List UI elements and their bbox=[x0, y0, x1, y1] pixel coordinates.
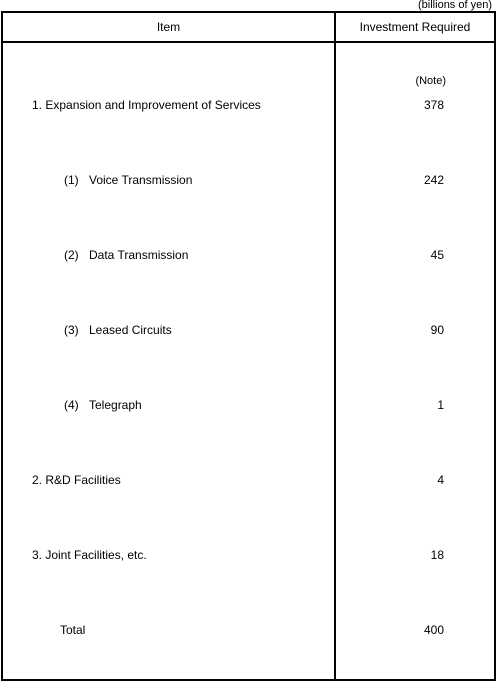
header-investment-required: Investment Required bbox=[359, 20, 471, 34]
table-row bbox=[3, 322, 494, 338]
row-label: 3. Joint Facilities, etc. bbox=[32, 548, 147, 562]
row-label-text: Voice Transmission bbox=[89, 173, 193, 187]
row-value: 242 bbox=[423, 173, 444, 187]
table-row bbox=[3, 472, 494, 488]
table-row bbox=[3, 547, 494, 563]
header-item: Item bbox=[156, 20, 181, 34]
row-value: 18 bbox=[430, 548, 444, 562]
row-label-text: Data Transmission bbox=[89, 248, 189, 262]
row-value: 1 bbox=[437, 398, 444, 412]
unit-note: (billions of yen) bbox=[418, 0, 492, 11]
note-label: (Note) bbox=[415, 75, 446, 87]
table-row bbox=[3, 172, 494, 188]
row-value: 45 bbox=[430, 248, 444, 262]
row-value: 400 bbox=[423, 623, 444, 637]
row-label-text: Telegraph bbox=[89, 398, 142, 412]
table-row-total bbox=[3, 622, 494, 638]
row-label: Total bbox=[60, 623, 86, 637]
row-label bbox=[64, 322, 172, 338]
table-row bbox=[3, 97, 494, 113]
row-label: 1. Expansion and Improvement of Services bbox=[32, 98, 261, 112]
row-number: (1) bbox=[64, 173, 79, 187]
row-label: 2. R&D Facilities bbox=[32, 473, 121, 487]
row-value: 90 bbox=[430, 323, 444, 337]
row-value: 4 bbox=[437, 473, 444, 487]
header-rule bbox=[3, 41, 494, 43]
table-row bbox=[3, 397, 494, 413]
row-label bbox=[64, 172, 192, 188]
row-value: 378 bbox=[423, 98, 444, 112]
row-number: (2) bbox=[64, 248, 79, 262]
row-label-text: Leased Circuits bbox=[89, 323, 172, 337]
investment-table bbox=[1, 11, 496, 681]
row-label bbox=[64, 397, 142, 413]
table-row bbox=[3, 247, 494, 263]
row-label bbox=[64, 247, 188, 263]
row-number: (4) bbox=[64, 398, 79, 412]
row-number: (3) bbox=[64, 323, 79, 337]
